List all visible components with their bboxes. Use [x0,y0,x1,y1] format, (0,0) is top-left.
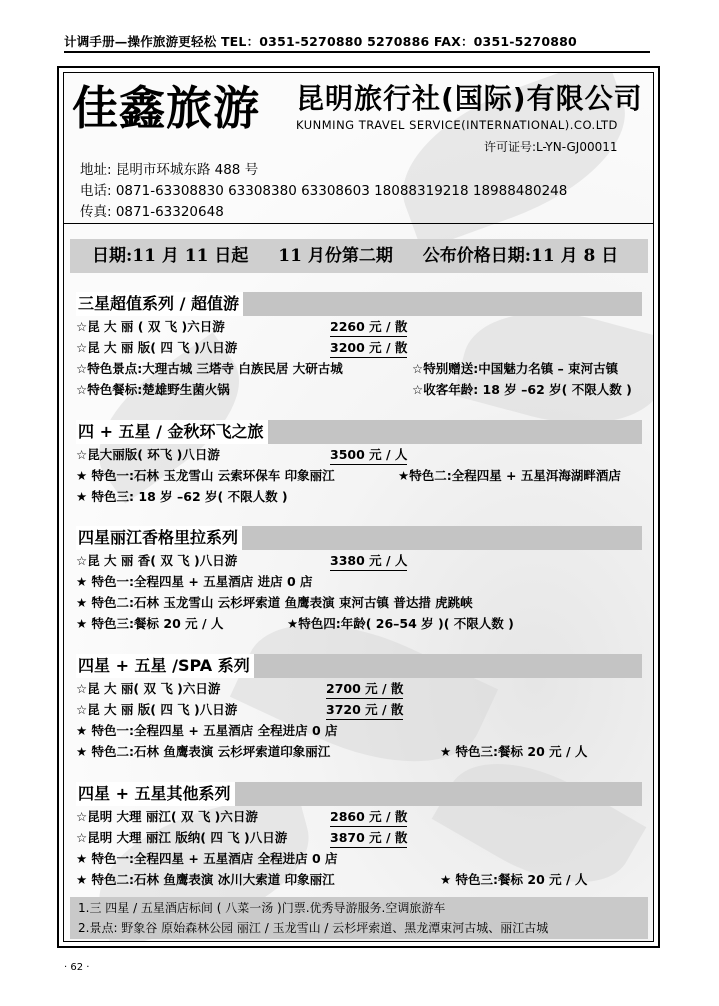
tour-name: ☆昆 大 丽 版( 四 飞 )八日游 [76,340,238,355]
tour-price: 3870 元 / 散 [330,829,407,848]
feature-text: ☆特别赠送:中国魅力名镇 – 束河古镇 [412,361,619,376]
tour-price: 2260 元 / 散 [330,318,407,337]
tour-name: ☆昆 大 丽( 双 飞 )六日游 [76,681,221,696]
feature-text: ★ 特色三:餐标 20 元 / 人 [440,744,588,759]
issue-label: 11 月份第二期 [278,246,393,266]
tour-name: ☆昆 大 丽 ( 双 飞 )六日游 [76,319,225,334]
tour-name: ☆昆 大 丽 香( 双 飞 )八日游 [76,553,238,568]
date-bar [70,239,648,273]
tour-price: 2700 元 / 散 [326,680,403,699]
effective-date: 日期:11 月 11 日起 [92,246,249,266]
section-title: 四星 + 五星 /SPA 系列 [76,654,254,678]
footer-notes [70,897,648,939]
feature-text: ★ 特色二:石林 鱼鹰表演 冰川大索道 印象丽江 [76,872,335,887]
header-topline: 计调手册—操作旅游更轻松 TEL：0351-5270880 5270886 FAX：0351-5270880 [64,33,650,53]
section-header [76,420,642,444]
feature-text: ★ 特色二:石林 玉龙雪山 云杉坪索道 鱼鹰表演 束河古镇 普达措 虎跳峡 [76,595,473,610]
feature-text: ★ 特色三:餐标 20 元 / 人 [76,616,224,631]
tour-price: 2860 元 / 散 [330,808,407,827]
company-name-en: KUNMING TRAVEL SERVICE(INTERNATIONAL).CO.LTD [296,118,618,132]
section-header [76,782,642,806]
feature-text: ☆特色餐标:楚雄野生菌火锅 [76,382,230,397]
section-header [76,654,642,678]
tour-price: 3500 元 / 人 [330,446,407,465]
license-number: 许可证号:L-YN-GJ00011 [484,140,618,154]
tour-name: ☆昆大丽版( 环飞 )八日游 [76,447,220,462]
feature-text: ★特色二:全程四星 + 五星洱海湖畔酒店 [398,468,621,483]
address-line: 地址: 昆明市环城东路 488 号 [80,162,259,178]
footer-note-line: 1.三 四星 / 五星酒店标间 ( 八菜一汤 )门票.优秀导游服务.空调旅游车 [78,901,446,915]
feature-text: ★ 特色三: 18 岁 –62 岁( 不限人数 ) [76,489,288,504]
feature-text: ★特色四:年龄( 26–54 岁 )( 不限人数 ) [287,616,514,631]
section-title: 三星超值系列 / 超值游 [76,292,243,316]
feature-text: ★ 特色二:石林 鱼鹰表演 云杉坪索道印象丽江 [76,744,331,759]
tour-price: 3380 元 / 人 [330,552,407,571]
feature-text: ★ 特色一:全程四星 + 五星酒店 进店 0 店 [76,574,313,589]
page-number: · 62 · [64,962,90,973]
brand-logo-text: 佳鑫旅游 [72,81,260,135]
tour-price: 3200 元 / 散 [330,339,407,358]
feature-text: ☆特色景点:大理古城 三塔寺 白族民居 大研古城 [76,361,343,376]
section-title: 四 + 五星 / 金秋环飞之旅 [76,420,268,444]
company-name-cn: 昆明旅行社(国际)有限公司 [296,82,643,115]
fax-line: 传真: 0871-63320648 [80,204,224,220]
feature-text: ★ 特色一:全程四星 + 五星酒店 全程进店 0 店 [76,851,338,866]
publish-date: 公布价格日期:11 月 8 日 [422,246,619,266]
feature-text: ★ 特色一:石林 玉龙雪山 云索环保车 印象丽江 [76,468,335,483]
phone-line: 电话: 0871-63308830 63308380 63308603 18088319218 18988480248 [80,183,568,199]
section-header [76,292,642,316]
section-header [76,526,642,550]
footer-note-line: 2.景点: 野象谷 原始森林公园 丽江 / 玉龙雪山 / 云杉坪索道、黑龙潭束河古城、丽江古城 [78,921,549,935]
tour-name: ☆昆明 大理 丽江( 双 飞 )六日游 [76,809,258,824]
tour-price: 3720 元 / 散 [326,701,403,720]
feature-text: ★ 特色一:全程四星 + 五星酒店 全程进店 0 店 [76,723,338,738]
section-title: 四星 + 五星其他系列 [76,782,235,806]
feature-text: ☆收客年龄: 18 岁 –62 岁( 不限人数 ) [412,382,632,397]
tour-name: ☆昆明 大理 丽江 版纳( 四 飞 )八日游 [76,830,288,845]
feature-text: ★ 特色三:餐标 20 元 / 人 [440,872,588,887]
header-divider [63,223,654,224]
tour-name: ☆昆 大 丽 版( 四 飞 )八日游 [76,702,238,717]
section-title: 四星丽江香格里拉系列 [76,526,242,550]
